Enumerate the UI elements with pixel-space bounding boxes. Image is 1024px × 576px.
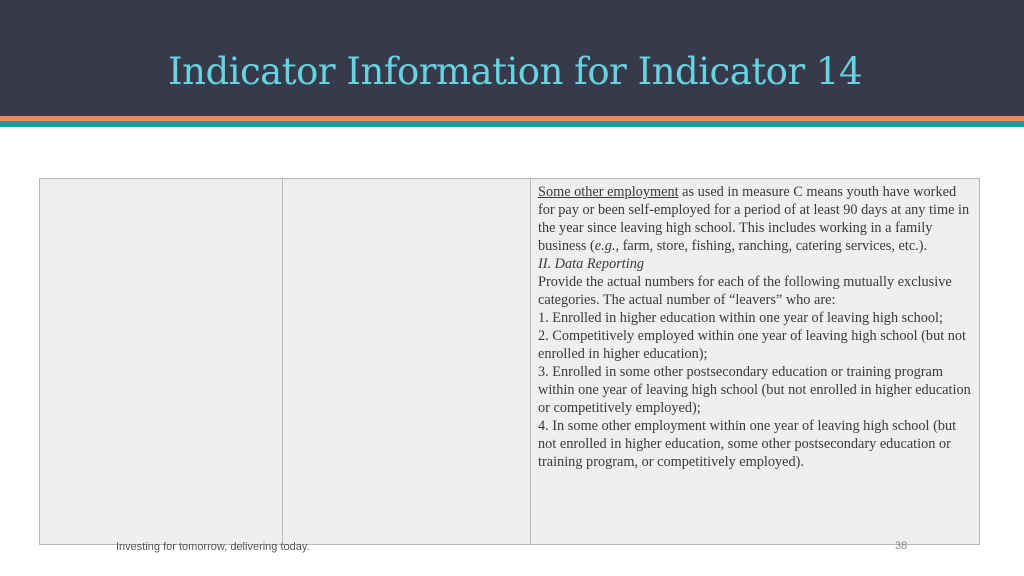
slide-title: Indicator Information for Indicator 14 <box>168 50 862 93</box>
defined-term: Some other employment <box>538 184 679 200</box>
definition-text-b: , farm, store, fishing, ranching, catering services, etc.). <box>615 238 928 254</box>
footer-tagline: Investing for tomorrow, delivering today. <box>116 541 310 553</box>
list-item-2: 2. Competitively employed within one year of leaving high school (but not enrolled in higher education); <box>538 328 967 362</box>
definition-text-a: as used in measure C means youth have worked for pay or been self-employed for a period of at least 90 days at any time in the year since leaving high school. This includes working in a family business ( <box>538 184 970 254</box>
list-item-3: 3. Enrolled in some other postsecondary education or training program within one year of leaving high school (but not enrolled in higher education or competitively employed); <box>538 364 971 416</box>
section-heading: II. Data Reporting <box>538 256 645 272</box>
cell-body-text <box>538 183 973 471</box>
table-cell-content <box>531 179 979 544</box>
slide-header <box>0 0 1024 116</box>
list-item-1: 1. Enrolled in higher education within one year of leaving high school; <box>538 310 943 326</box>
accent-stripe-teal <box>0 121 1024 127</box>
definition-paragraph <box>538 183 973 255</box>
list-item-4: 4. In some other employment within one year of leaving high school (but not enrolled in higher education, some other postsecondary education or training program, or competitively employed). <box>538 418 957 470</box>
table-cell-empty-2 <box>283 179 531 544</box>
page-number: 38 <box>895 540 908 552</box>
definition-italic-eg: e.g. <box>594 238 616 254</box>
table-cell-empty-1 <box>40 179 283 544</box>
section-intro: Provide the actual numbers for each of the following mutually exclusive categories. The actual number of “leavers” who are: <box>538 274 952 308</box>
indicator-table <box>39 178 980 545</box>
